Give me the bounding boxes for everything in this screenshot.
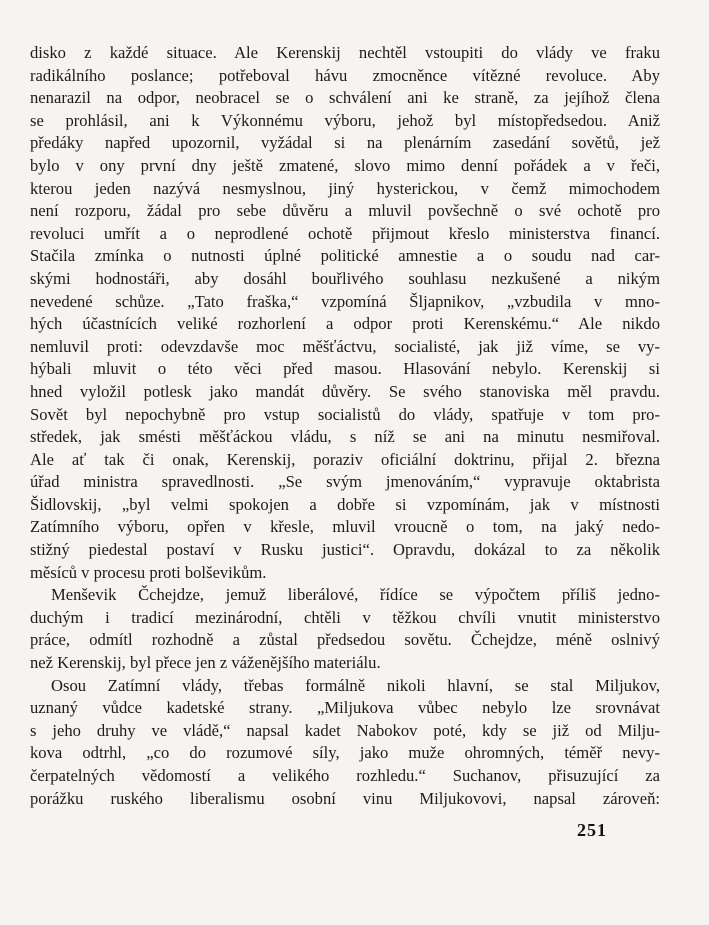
text-line: disko z každé situace. Ale Kerenskij nechtěl vstoupiti do vlády ve fraku xyxy=(30,43,660,62)
text-line: Šidlovskij, „byl velmi spokojen a dobře si vzpomínám, jak v místnosti xyxy=(30,494,660,514)
text-line: duchým i tradicí mezinárodní, chtěli v těžkou chvíli vnutit ministerstvo xyxy=(30,607,660,627)
text-line: předáky napřed upozornil, vyžádal si na plenárním zasedání sovětů, jež xyxy=(30,133,660,153)
text-line: hých účastnících veliké rozhorlení a odpor proti Kerenskému.“ Ale nikdo xyxy=(30,314,660,334)
body-text xyxy=(30,42,660,810)
text-line: Stačila zmínka o nutnosti úplné politické amnestie a o soudu nad car- xyxy=(30,246,660,266)
text-line: měsíců v procesu proti bolševikům. xyxy=(30,562,267,582)
text-line: nevedené schůze. „Tato fraška,“ vzpomíná Šljapnikov, „vzbudila v mno- xyxy=(30,291,660,311)
text-line: revoluci umřít a o neprodlené ochotě přijmout křeslo ministerstva financí. xyxy=(30,223,660,243)
paragraph xyxy=(30,42,660,584)
text-line: nemluvil proti: odevzdavše moc měšťáctvu, socialisté, jak již víme, se vy- xyxy=(30,336,660,356)
text-line: Sovět byl nepochybně pro vstup socialistů do vlády, spatřuje v tom pro- xyxy=(30,404,660,424)
text-line: čerpatelných vědomostí a velikého rozhledu.“ Suchanov, přisuzující za xyxy=(30,766,660,785)
text-line: nenarazil na odpor, neobracel se o schválení ani ke straně, za jejíhož člena xyxy=(30,88,660,108)
text-line: středek, jak smésti měšťáckou vládu, s níž se ani na minutu nesmiřoval. xyxy=(30,427,660,447)
text-line: Ale ať tak či onak, Kerenskij, poraziv oficiální doktrinu, přijal 2. března xyxy=(30,449,660,469)
text-line: Zatímního výboru, opřen v křesle, mluvil vroucně o tom, na jaký nedo- xyxy=(30,517,660,537)
text-line: stižný piedestal postaví v Rusku justici“. Opravdu, dokázal to za několik xyxy=(30,540,660,560)
text-line: kterou jeden nazývá nesmyslnou, jiný hysterickou, v čemž mimochodem xyxy=(30,178,660,198)
text-line: skými hodnostáři, aby dosáhl bouřlivého souhlasu nezkušené a nikým xyxy=(30,268,660,288)
text-line: úřad ministra spravedlnosti. „Se svým jmenováním,“ vypravuje oktabrista xyxy=(30,472,660,492)
paragraph xyxy=(30,584,660,674)
text-line: hned vyložil potlesk jako mandát důvěry. Se svého stanoviska měl pravdu. xyxy=(30,381,660,401)
text-line: práce, odmítl rozhodně a zůstal předsedou sovětu. Čchejdze, méně oslnivý xyxy=(30,630,660,650)
text-line: porážku ruského liberalismu osobní vinu Miljukovovi, napsal zároveň: xyxy=(30,788,660,808)
text-line: bylo v ony první dny ještě zmatené, slovo mimo denní pořádek a v řeči, xyxy=(30,155,660,175)
paragraph xyxy=(30,675,660,811)
text-line: kova odtrhl, „co do rozumové síly, jako muže ohromných, téměř nevy- xyxy=(30,743,660,763)
text-line: se prohlásil, ani k Výkonnému výboru, jehož byl místopředsedou. Aniž xyxy=(30,110,660,130)
text-line: radikálního poslance; potřeboval hávu zmocněnce vítězné revoluce. Aby xyxy=(30,65,660,85)
text-line: Menševik Čchejdze, jemuž liberálové, řídíce se výpočtem příliš jedno- xyxy=(51,585,660,605)
text-line: Osou Zatímní vlády, třebas formálně nikoli hlavní, se stal Miljukov, xyxy=(51,675,660,695)
text-line: s jeho druhy ve vládě,“ napsal kadet Nabokov poté, kdy se již od Milju- xyxy=(30,720,660,740)
page-number: 251 xyxy=(577,820,607,840)
text-line: uznaný vůdce kadetské strany. „Miljukova vůbec nebylo lze srovnávat xyxy=(30,698,660,718)
text-line: není rozporu, žádal pro sebe důvěru a mluvil povšechně o své ochotě pro xyxy=(30,201,660,221)
text-line: než Kerenskij, byl přece jen z váženějšího materiálu. xyxy=(30,653,381,673)
text-line: hýbali mluvit o této věci před masou. Hlasování nebylo. Kerenskij si xyxy=(30,359,660,379)
